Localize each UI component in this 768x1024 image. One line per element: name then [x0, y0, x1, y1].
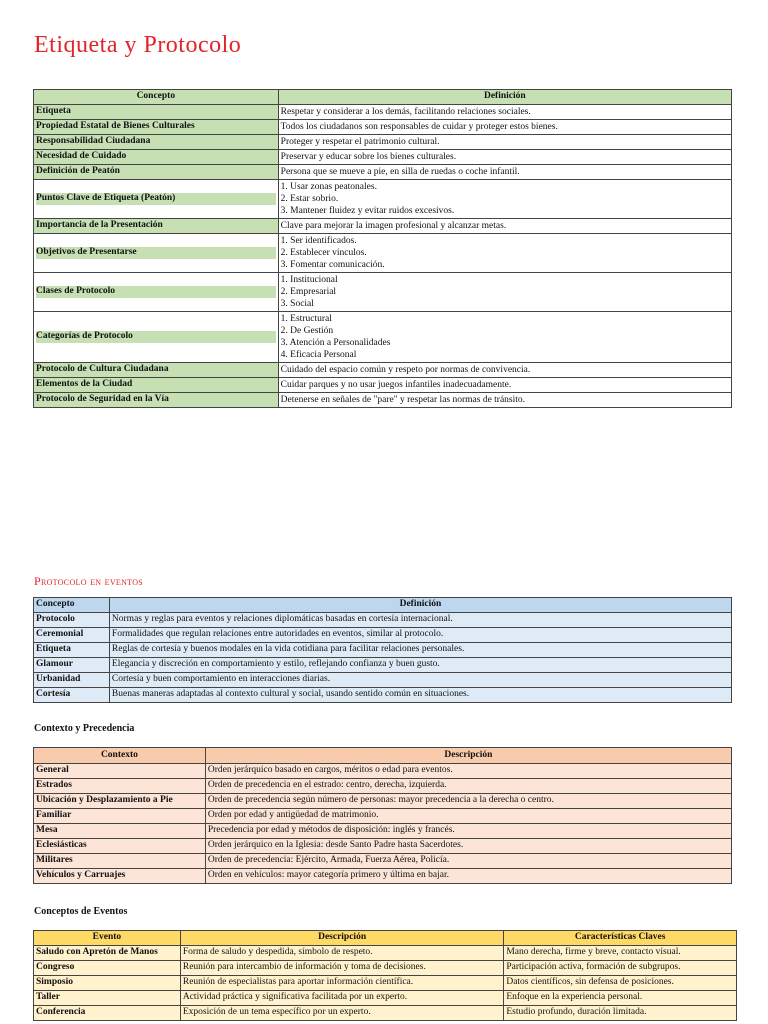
column-header-evento: Evento — [34, 931, 181, 946]
concepto-cell: Responsabilidad Ciudadana — [34, 135, 279, 150]
table-row — [34, 839, 732, 854]
definicion-line: Todos los ciudadanos son responsables de cuidar y proteger estos bienes. — [280, 122, 558, 132]
concepto-label: Objetivos de Presentarse — [36, 247, 276, 259]
caracteristicas-cell: Estudio profundo, duración limitada. — [504, 1006, 737, 1021]
descripcion-cell: Orden por edad y antigüedad de matrimonio. — [205, 809, 731, 824]
concepto-label: Categorías de Protocolo — [36, 331, 276, 343]
descripcion-cell: Forma de saludo y despedida, símbolo de respeto. — [180, 946, 503, 961]
definicion-cell — [278, 219, 731, 234]
concepto-cell — [34, 180, 279, 219]
evento-cell: Conferencia — [34, 1006, 181, 1021]
contexto-cell: Vehículos y Carruajes — [34, 869, 206, 884]
definicion-line: Preservar y educar sobre los bienes culturales. — [280, 152, 457, 162]
concepto-cell: Definición de Peatón — [34, 165, 279, 180]
evento-cell: Congreso — [34, 961, 181, 976]
table-row — [34, 1006, 737, 1021]
definicion-line: 1. Ser identificados. — [280, 236, 357, 246]
definicion-cell — [278, 312, 731, 363]
descripcion-cell: Reunión para intercambio de información y toma de decisiones. — [180, 961, 503, 976]
table-row — [34, 824, 732, 839]
concepto-cell: Protocolo — [34, 613, 110, 628]
definicion-cell: Reglas de cortesía y buenos modales en la vida cotidiana para facilitar relaciones personales. — [109, 643, 731, 658]
table-row — [34, 809, 732, 824]
concepto-cell: Ceremonial — [34, 628, 110, 643]
table-row — [34, 234, 732, 273]
section-title-contexto: Contexto y Precedencia — [34, 723, 135, 734]
contexto-cell: Ubicación y Desplazamiento a Pie — [34, 794, 206, 809]
concepto-cell: Urbanidad — [34, 673, 110, 688]
definicion-line: Clave para mejorar la imagen profesional y alcanzar metas. — [280, 221, 507, 231]
caracteristicas-cell: Mano derecha, firme y breve, contacto visual. — [504, 946, 737, 961]
contexto-cell: Eclesiásticas — [34, 839, 206, 854]
descripcion-cell: Actividad práctica y significativa facilitada por un experto. — [180, 991, 503, 1006]
table-row — [34, 613, 732, 628]
table-row — [34, 363, 732, 378]
table-row — [34, 976, 737, 991]
descripcion-cell: Orden jerárquico en la Iglesia: desde Santo Padre hasta Sacerdotes. — [205, 839, 731, 854]
table-row — [34, 869, 732, 884]
section-title-conceptos-eventos: Conceptos de Eventos — [34, 906, 128, 917]
column-header-contexto: Contexto — [34, 748, 206, 764]
definicion-line: 1. Estructural — [280, 314, 332, 324]
table-row — [34, 393, 732, 408]
table-row — [34, 120, 732, 135]
table-row — [34, 165, 732, 180]
events-protocol-table — [33, 597, 732, 703]
descripcion-cell: Orden de precedencia en el estrado: centro, derecha, izquierda. — [205, 779, 731, 794]
definicion-line: Cuidar parques y no usar juegos infantiles inadecuadamente. — [280, 380, 512, 390]
caracteristicas-cell: Datos científicos, sin defensa de posiciones. — [504, 976, 737, 991]
evento-cell: Taller — [34, 991, 181, 1006]
definicion-cell — [278, 234, 731, 273]
concepto-cell: Protocolo de Cultura Ciudadana — [34, 363, 279, 378]
descripcion-cell: Exposición de un tema específico por un experto. — [180, 1006, 503, 1021]
contexto-cell: Mesa — [34, 824, 206, 839]
concepto-cell: Etiqueta — [34, 643, 110, 658]
table-row — [34, 764, 732, 779]
definicion-cell — [278, 363, 731, 378]
definicion-line: Cuidado del espacio común y respeto por normas de convivencia. — [280, 365, 531, 375]
definicion-line: 3. Atención a Personalidades — [280, 338, 391, 348]
column-header-definicion: Definición — [109, 598, 731, 613]
concepto-cell: Necesidad de Cuidado — [34, 150, 279, 165]
column-header-caracteristicas: Características Claves — [504, 931, 737, 946]
definicion-line: Detenerse en señales de "pare" y respetar las normas de tránsito. — [280, 395, 526, 405]
table-row — [34, 961, 737, 976]
definicion-cell — [278, 393, 731, 408]
column-header-descripcion: Descripción — [180, 931, 503, 946]
definicion-cell: Formalidades que regulan relaciones entre autoridades en eventos, similar al protocolo. — [109, 628, 731, 643]
definicion-cell — [278, 180, 731, 219]
definicion-cell — [278, 150, 731, 165]
concepto-cell — [34, 312, 279, 363]
concepto-label: Clases de Protocolo — [36, 286, 276, 298]
evento-cell: Saludo con Apretón de Manos — [34, 946, 181, 961]
descripcion-cell: Orden jerárquico basado en cargos, méritos o edad para eventos. — [205, 764, 731, 779]
column-header-descripcion: Descripción — [205, 748, 731, 764]
contexto-cell: Familiar — [34, 809, 206, 824]
definicion-line: Persona que se mueve a pie, en silla de ruedas o coche infantil. — [280, 167, 520, 177]
concepto-cell — [34, 273, 279, 312]
table-row — [34, 658, 732, 673]
caracteristicas-cell: Participación activa, formación de subgrupos. — [504, 961, 737, 976]
table-row — [34, 779, 732, 794]
descripcion-cell: Orden en vehículos: mayor categoría primero y última en bajar. — [205, 869, 731, 884]
table-row — [34, 150, 732, 165]
definicion-line: 2. De Gestión — [280, 326, 334, 336]
table-row — [34, 180, 732, 219]
definicion-line: Respetar y considerar a los demás, facilitando relaciones sociales. — [280, 107, 531, 117]
event-concepts-table — [33, 930, 737, 1021]
concepto-cell — [34, 234, 279, 273]
table-row — [34, 628, 732, 643]
table-row — [34, 273, 732, 312]
precedence-table — [33, 747, 732, 884]
definicion-cell — [278, 165, 731, 180]
page-title: Etiqueta y Protocolo — [34, 32, 242, 58]
table-row — [34, 643, 732, 658]
caracteristicas-cell: Enfoque en la experiencia personal. — [504, 991, 737, 1006]
definicion-cell: Buenas maneras adaptadas al contexto cultural y social, usando sentido común en situaciones. — [109, 688, 731, 703]
definicion-cell — [278, 105, 731, 120]
concept-table — [33, 89, 732, 408]
definicion-cell: Elegancia y discreción en comportamiento y estilo, reflejando confianza y buen gusto. — [109, 658, 731, 673]
concepto-cell: Cortesía — [34, 688, 110, 703]
concepto-cell: Etiqueta — [34, 105, 279, 120]
column-header-concepto: Concepto — [34, 90, 279, 105]
descripcion-cell: Orden de precedencia según número de personas: mayor precedencia a la derecha o centro. — [205, 794, 731, 809]
contexto-cell: Estrados — [34, 779, 206, 794]
table-row — [34, 688, 732, 703]
definicion-cell: Cortesía y buen comportamiento en interacciones diarias. — [109, 673, 731, 688]
table-row — [34, 219, 732, 234]
definicion-line: 3. Social — [280, 299, 314, 309]
descripcion-cell: Orden de precedencia: Ejército, Armada, Fuerza Aérea, Policía. — [205, 854, 731, 869]
definicion-cell — [278, 120, 731, 135]
table-row — [34, 673, 732, 688]
definicion-line: 2. Empresarial — [280, 287, 337, 297]
definicion-line: 3. Mantener fluidez y evitar ruidos excesivos. — [280, 206, 455, 216]
table-row — [34, 378, 732, 393]
definicion-cell — [278, 135, 731, 150]
column-header-definicion: Definición — [278, 90, 731, 105]
definicion-line: 4. Eficacia Personal — [280, 350, 357, 360]
definicion-cell — [278, 273, 731, 312]
evento-cell: Simposio — [34, 976, 181, 991]
table-row — [34, 135, 732, 150]
definicion-line: 2. Establecer vínculos. — [280, 248, 367, 258]
definicion-line: 2. Estar sobrio. — [280, 194, 339, 204]
concepto-cell: Glamour — [34, 658, 110, 673]
section-title-eventos: Protocolo en eventos — [34, 574, 144, 588]
definicion-line: Proteger y respetar el patrimonio cultural. — [280, 137, 440, 147]
table-row — [34, 312, 732, 363]
table-row — [34, 854, 732, 869]
descripcion-cell: Reunión de especialistas para aportar información científica. — [180, 976, 503, 991]
definicion-line: 1. Institucional — [280, 275, 338, 285]
contexto-cell: Militares — [34, 854, 206, 869]
contexto-cell: General — [34, 764, 206, 779]
concepto-label: Puntos Clave de Etiqueta (Peatón) — [36, 193, 276, 205]
descripcion-cell: Precedencia por edad y métodos de disposición: inglés y francés. — [205, 824, 731, 839]
concepto-cell: Importancia de la Presentación — [34, 219, 279, 234]
table-row — [34, 794, 732, 809]
definicion-cell: Normas y reglas para eventos y relaciones diplomáticas basadas en cortesía internacional. — [109, 613, 731, 628]
concepto-cell: Protocolo de Seguridad en la Vía — [34, 393, 279, 408]
table-row — [34, 105, 732, 120]
definicion-line: 3. Fomentar comunicación. — [280, 260, 385, 270]
definicion-cell — [278, 378, 731, 393]
table-row — [34, 946, 737, 961]
definicion-line: 1. Usar zonas peatonales. — [280, 182, 377, 192]
table-row — [34, 991, 737, 1006]
concepto-cell: Elementos de la Ciudad — [34, 378, 279, 393]
column-header-concepto: Concepto — [34, 598, 110, 613]
concepto-cell: Propiedad Estatal de Bienes Culturales — [34, 120, 279, 135]
